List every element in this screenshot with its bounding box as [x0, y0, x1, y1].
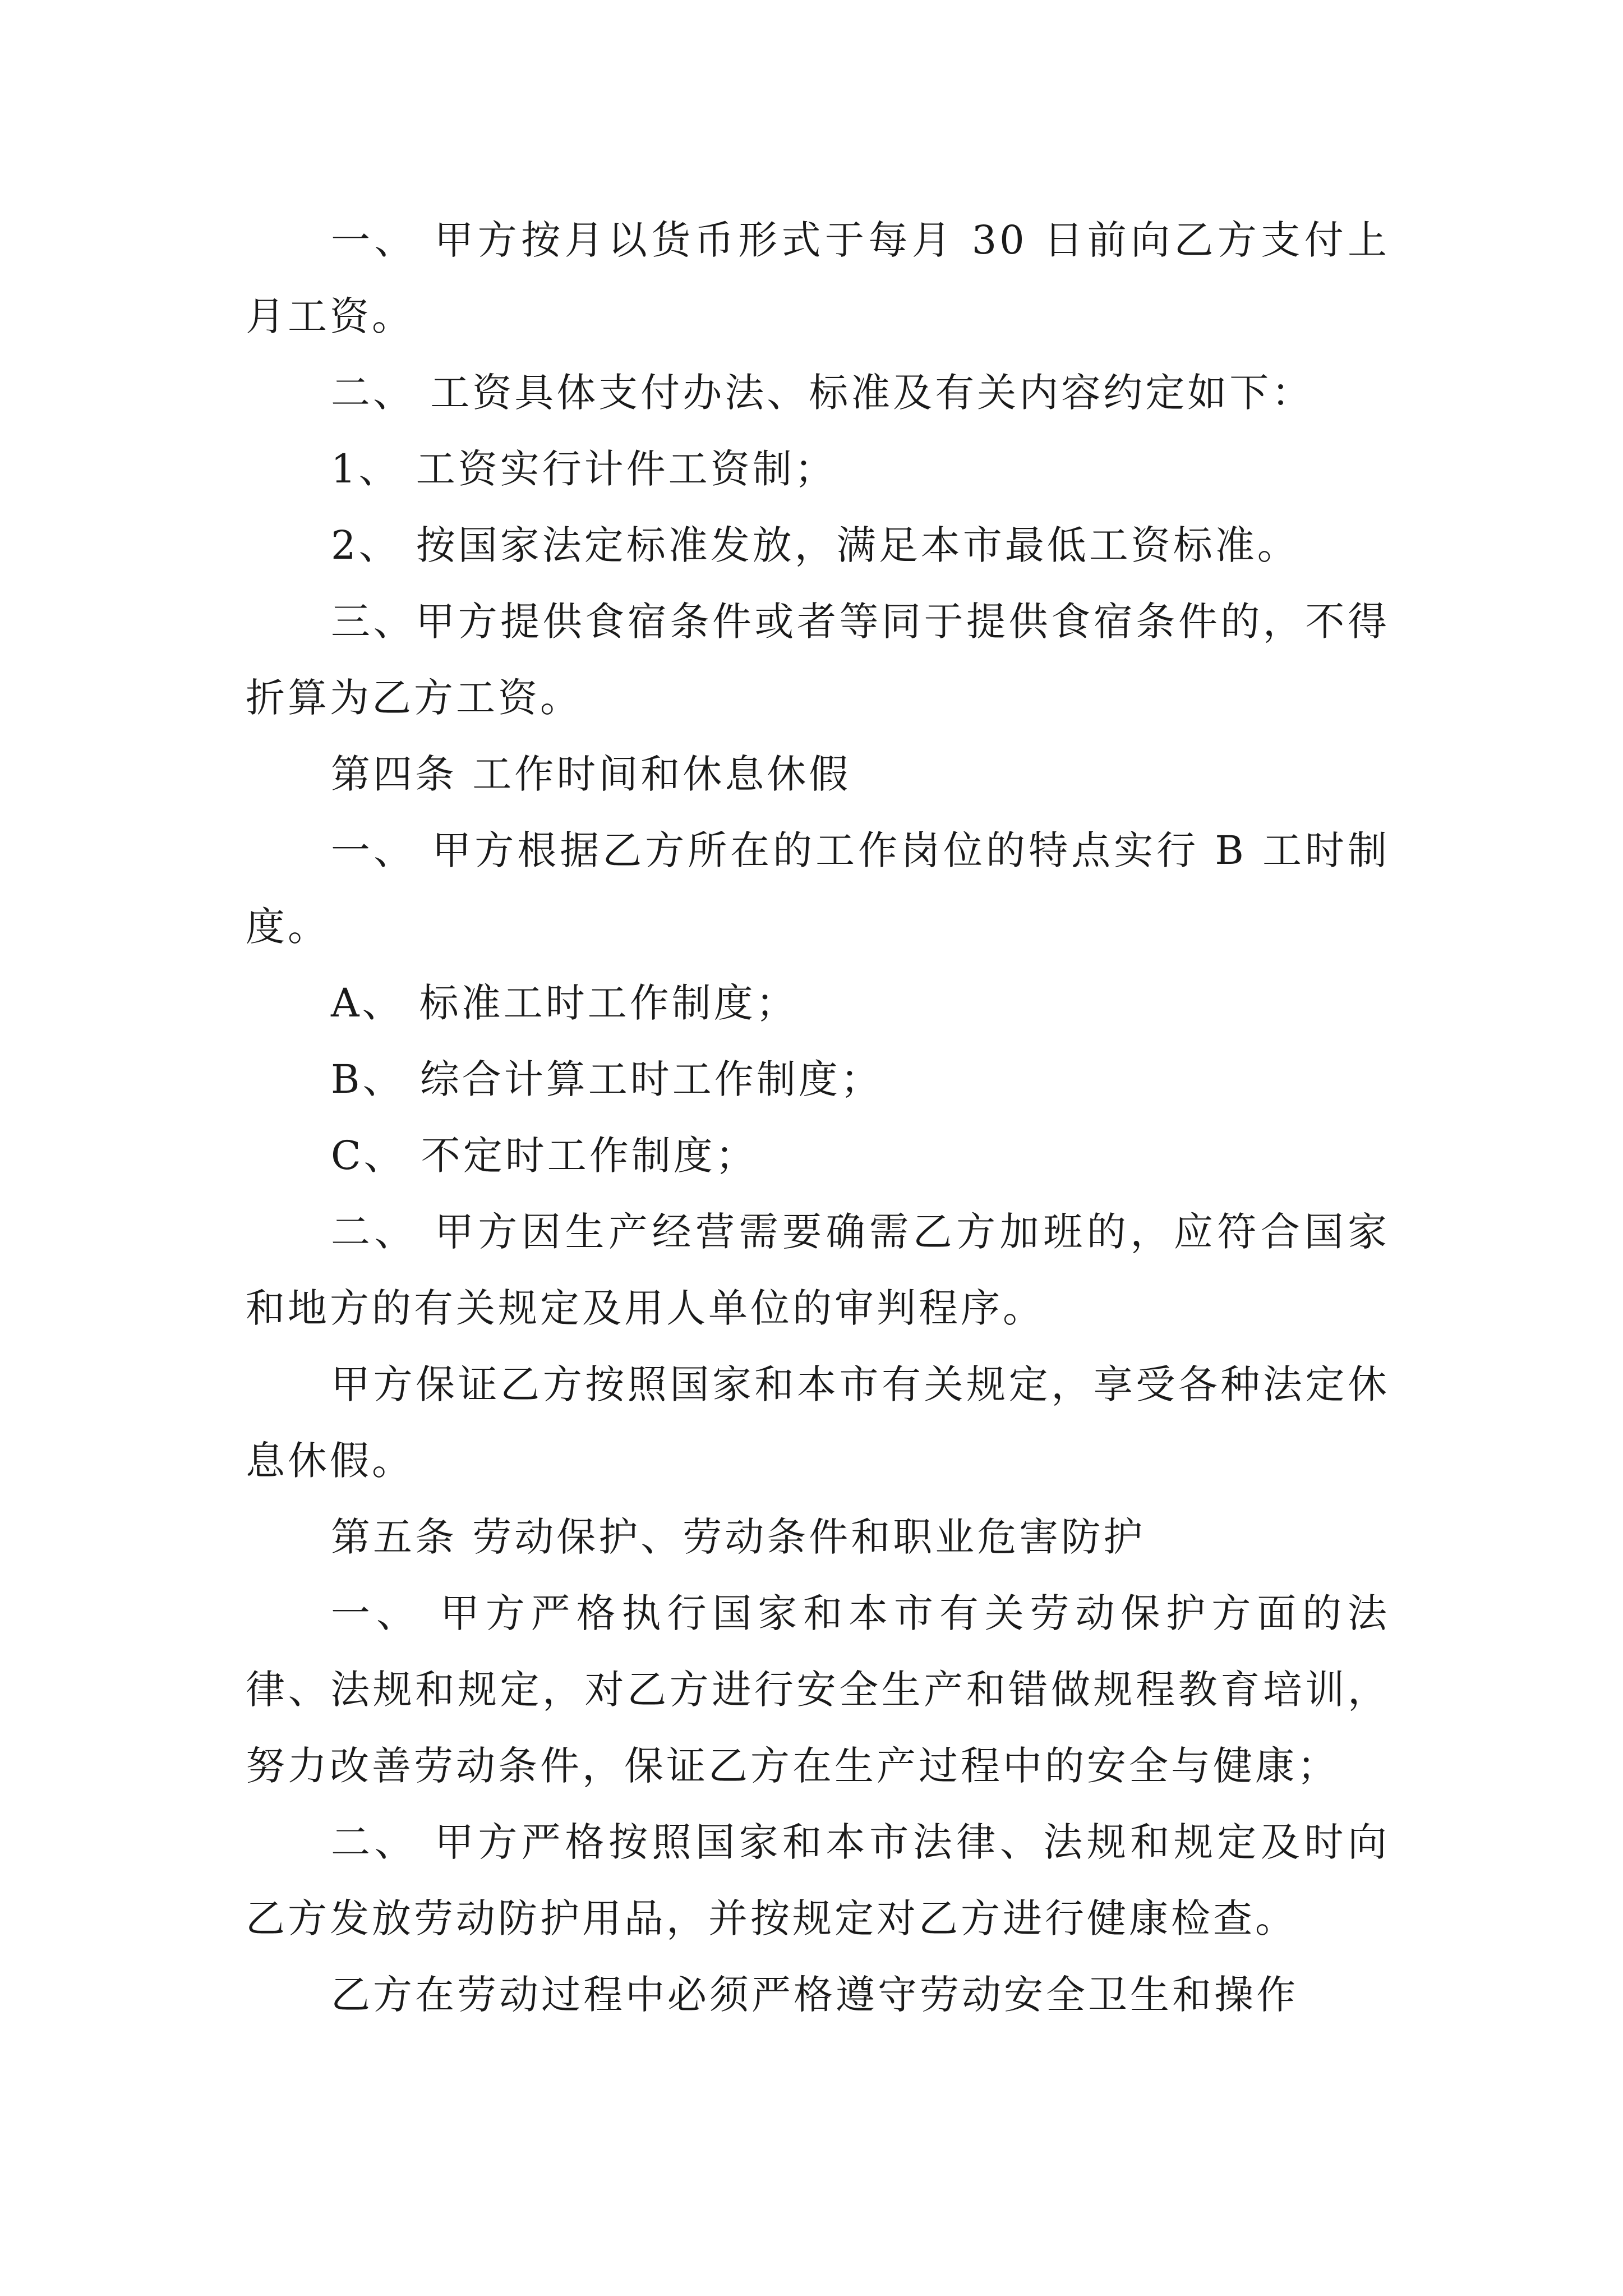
paragraph-safety-compliance: 乙方在劳动过程中必须严格遵守劳动安全卫生和操作: [331, 1972, 1298, 2018]
paragraph-wage-terms: 二、 工资具体支付办法、标准及有关内容约定如下：: [331, 370, 1314, 416]
document-body: [246, 202, 1390, 2033]
section-heading-article-5: 第五条 劳动保护、劳动条件和职业危害防护: [331, 1514, 1146, 1560]
paragraph-piecework: 1、 工资实行计件工资制；: [331, 446, 837, 492]
paragraph-protective-equipment: 二、 甲方严格按照国家和本市法律、法规和规定及时向乙方发放劳动防护用品，并按规定对乙方进行健康检查。: [246, 1819, 1390, 1941]
list-item-option-a: A、 标准工时工作制度；: [331, 980, 798, 1026]
list-item-option-b: B、 综合计算工时工作制度；: [331, 1056, 883, 1102]
paragraph-wage-payment: 一、 甲方按月以货币形式于每月 30 日前向乙方支付上月工资。: [246, 217, 1390, 339]
paragraph-holidays: 甲方保证乙方按照国家和本市有关规定，享受各种法定休息休假。: [246, 1361, 1390, 1484]
section-heading-article-4: 第四条 工作时间和休息休假: [331, 751, 851, 797]
paragraph-work-hour-system: 一、 甲方根据乙方所在的工作岗位的特点实行 B 工时制度。: [246, 827, 1390, 950]
paragraph-board-lodging: 三、甲方提供食宿条件或者等同于提供食宿条件的，不得折算为乙方工资。: [246, 599, 1390, 721]
paragraph-labor-protection: 一、 甲方严格执行国家和本市有关劳动保护方面的法律、法规和规定，对乙方进行安全生产和错做规程教育培训，努力改善劳动条件，保证乙方在生产过程中的安全与健康；: [246, 1590, 1390, 1789]
list-item-option-c: C、 不定时工作制度；: [331, 1133, 758, 1179]
paragraph-overtime: 二、 甲方因生产经营需要确需乙方加班的，应符合国家和地方的有关规定及用人单位的审判程序。: [246, 1209, 1390, 1331]
paragraph-minimum-wage: 2、 按国家法定标准发放，满足本市最低工资标准。: [331, 522, 1299, 568]
